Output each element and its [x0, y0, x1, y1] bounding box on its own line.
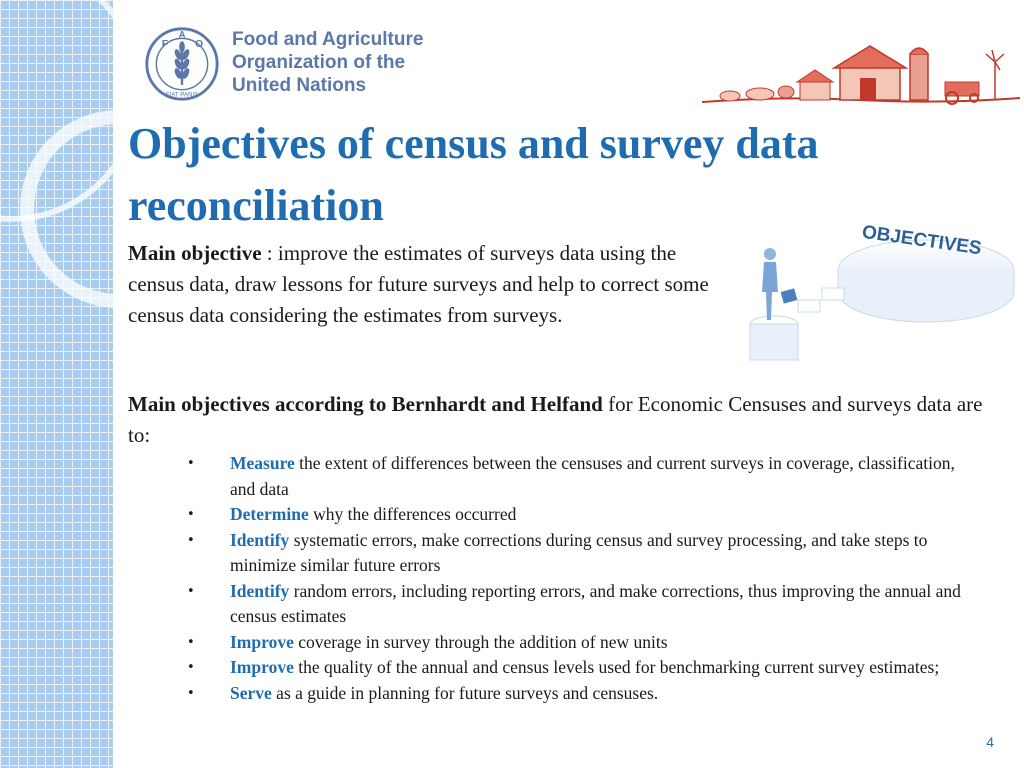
list-item-text: why the differences occurred: [308, 504, 517, 524]
bullet-icon: •: [187, 660, 195, 675]
emblem-motto: FIAT PANIS: [165, 91, 199, 99]
objectives-label: OBJECTIVES: [860, 221, 983, 260]
list-item-keyword: Improve: [230, 657, 294, 677]
bernhardt-text: for Economic Censuses and surveys data are to:: [128, 392, 983, 447]
left-decorative-strip: [0, 0, 113, 768]
list-item: [180, 451, 980, 502]
list-item-text: systematic errors, make corrections during census and survey processing, and take steps to minimize similar future errors: [230, 529, 928, 575]
main-objective-paragraph: [128, 238, 733, 331]
list-item-keyword: Improve: [230, 631, 294, 652]
emblem-letter: F: [161, 38, 169, 50]
bullet-icon: •: [187, 583, 195, 599]
bullet-icon: •: [187, 634, 195, 650]
fao-emblem-icon: [144, 26, 220, 102]
list-item-text: as a guide in planning for future surveys and censuses.: [271, 682, 659, 703]
list-item: [180, 528, 980, 579]
list-item-keyword: Serve: [230, 682, 272, 703]
bullet-icon: •: [187, 456, 195, 471]
list-item-keyword: Determine: [230, 504, 309, 524]
page-title: Objectives of census and survey data reconciliation: [128, 119, 819, 230]
list-item: [180, 655, 980, 681]
list-item: [180, 681, 980, 707]
list-item-keyword: Identify: [230, 529, 290, 550]
list-item-text: random errors, including reporting errors, and make corrections, thus improving the annual and census estimates: [230, 580, 961, 626]
org-name-line: Food and Agriculture: [232, 29, 424, 50]
bullet-icon: •: [187, 685, 195, 701]
list-item-text: coverage in survey through the addition of new units: [293, 631, 668, 652]
list-item: [180, 579, 980, 630]
bernhardt-paragraph: [128, 389, 988, 451]
emblem-letter: A: [178, 29, 186, 41]
bernhardt-label: Main objectives according to Bernhardt and Helfand: [128, 392, 603, 416]
org-name-line: United Nations: [232, 75, 367, 96]
objectives-list: [180, 451, 980, 706]
list-item: [180, 630, 980, 656]
org-name: [232, 28, 423, 97]
main-objective-text: : improve the estimates of surveys data using the census data, draw lessons for future surveys and help to correct some census data considering the estimates from surveys.: [128, 241, 709, 327]
list-item-text: the quality of the annual and census levels used for benchmarking current survey estimates;: [293, 657, 940, 677]
org-name-line: Organization of the: [232, 52, 406, 73]
objectives-graphic: [726, 196, 1016, 376]
main-objective-label: Main objective: [128, 241, 262, 265]
page-number: 4: [986, 734, 994, 750]
fao-logo: [144, 22, 444, 102]
bullet-icon: •: [187, 507, 195, 522]
farm-illustration: [700, 36, 1022, 112]
emblem-letter: O: [195, 38, 204, 50]
list-item-keyword: Measure: [230, 453, 295, 473]
bullet-icon: •: [187, 532, 195, 548]
list-item-keyword: Identify: [230, 580, 290, 601]
list-item-text: the extent of differences between the censuses and current surveys in coverage, classification, and data: [230, 453, 955, 499]
list-item: [180, 502, 980, 528]
